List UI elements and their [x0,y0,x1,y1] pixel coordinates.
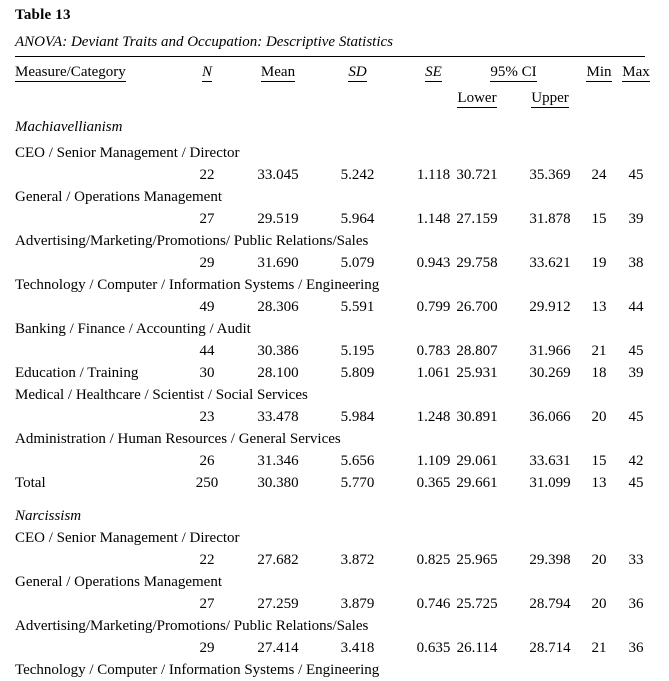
cell-lower: 25.725 [456,596,498,612]
table-top-rule [15,56,645,57]
row-label: Administration / Human Resources / General Services [15,431,341,447]
cell-mean: 33.045 [257,167,299,183]
cell-lower: 26.700 [456,299,498,315]
cell-sd: 3.872 [340,552,375,568]
row-label: General / Operations Management [15,574,223,590]
row-label: CEO / Senior Management / Director [15,145,240,161]
cell-n: 250 [195,475,219,491]
cell-mean: 30.380 [257,475,299,491]
cell-n: 27 [199,596,215,612]
cell-max: 36 [628,640,644,656]
cell-upper: 33.621 [529,255,571,271]
cell-sd: 5.195 [340,343,375,359]
cell-se: 1.148 [416,211,451,227]
cell-sd: 5.591 [340,299,375,315]
cell-mean: 27.414 [257,640,299,656]
cell-max: 44 [628,299,644,315]
cell-se: 0.635 [416,640,451,656]
cell-max: 39 [628,365,644,381]
cell-mean: 27.682 [257,552,299,568]
row-label: Total [15,475,46,491]
cell-min: 13 [591,475,607,491]
column-header-mean: Mean [260,64,296,80]
row-label: Banking / Finance / Accounting / Audit [15,321,251,337]
cell-upper: 29.398 [529,552,571,568]
section-title: Narcissism [15,508,82,524]
cell-min: 24 [591,167,607,183]
table-number-label: Table 13 [15,7,71,23]
cell-upper: 31.966 [529,343,571,359]
cell-max: 36 [628,596,644,612]
table-row [0,637,669,659]
column-header-n: N [201,64,212,80]
cell-n: 26 [199,453,215,469]
cell-n: 22 [199,167,215,183]
cell-n: 44 [199,343,215,359]
cell-mean: 28.306 [257,299,299,315]
cell-min: 19 [591,255,607,271]
column-header-max: Max [622,64,650,80]
cell-se: 0.365 [416,475,451,491]
table-row [0,593,669,615]
cell-se: 0.825 [416,552,451,568]
cell-max: 38 [628,255,644,271]
cell-lower: 29.661 [456,475,498,491]
cell-se: 1.248 [416,409,451,425]
cell-min: 21 [591,343,607,359]
cell-se: 1.118 [416,167,451,183]
cell-min: 15 [591,453,607,469]
cell-n: 29 [199,640,215,656]
cell-min: 20 [591,596,607,612]
cell-upper: 29.912 [529,299,571,315]
cell-max: 39 [628,211,644,227]
column-header-se: SE [425,64,442,80]
cell-lower: 27.159 [456,211,498,227]
row-label: Advertising/Marketing/Promotions/ Public Relations/Sales [15,618,369,634]
table-row [0,296,669,318]
cell-lower: 30.891 [456,409,498,425]
cell-mean: 27.259 [257,596,299,612]
cell-n: 30 [199,365,215,381]
cell-n: 29 [199,255,215,271]
cell-sd: 5.079 [340,255,375,271]
cell-sd: 5.984 [340,409,375,425]
cell-lower: 29.758 [456,255,498,271]
row-label: General / Operations Management [15,189,223,205]
cell-max: 45 [628,475,644,491]
row-label: Medical / Healthcare / Scientist / Social Services [15,387,308,403]
cell-min: 13 [591,299,607,315]
cell-lower: 30.721 [456,167,498,183]
row-label: Advertising/Marketing/Promotions/ Public Relations/Sales [15,233,369,249]
cell-se: 0.799 [416,299,451,315]
cell-min: 15 [591,211,607,227]
cell-lower: 26.114 [456,640,498,656]
table-row [0,472,669,494]
cell-mean: 33.478 [257,409,299,425]
cell-sd: 5.242 [340,167,375,183]
cell-mean: 31.346 [257,453,299,469]
section-title: Machiavellianism [15,119,123,135]
cell-lower: 28.807 [456,343,498,359]
cell-n: 22 [199,552,215,568]
row-label: Technology / Computer / Information Systems / Engineering [15,277,380,293]
cell-min: 20 [591,409,607,425]
cell-max: 45 [628,167,644,183]
cell-mean: 31.690 [257,255,299,271]
table-row [0,164,669,186]
cell-mean: 29.519 [257,211,299,227]
table-row [0,252,669,274]
cell-min: 21 [591,640,607,656]
cell-se: 1.109 [416,453,451,469]
cell-min: 18 [591,365,607,381]
cell-se: 0.746 [416,596,451,612]
cell-upper: 36.066 [529,409,571,425]
column-header-min: Min [586,64,612,80]
cell-n: 23 [199,409,215,425]
column-header-ci-lower: Lower [457,90,497,106]
cell-sd: 5.964 [340,211,375,227]
cell-sd: 3.879 [340,596,375,612]
table-row [0,362,669,384]
cell-se: 0.943 [416,255,451,271]
table-caption: ANOVA: Deviant Traits and Occupation: Descriptive Statistics [15,34,394,50]
cell-max: 45 [628,343,644,359]
table-header-row-secondary [0,90,669,112]
cell-lower: 25.931 [456,365,498,381]
table-row [0,340,669,362]
cell-upper: 28.714 [529,640,571,656]
table-row [0,208,669,230]
row-label: Technology / Computer / Information Systems / Engineering [15,662,380,678]
section-spacer [0,494,669,505]
column-header-measure-category: Measure/Category [15,64,126,80]
cell-mean: 28.100 [257,365,299,381]
cell-sd: 5.809 [340,365,375,381]
cell-max: 33 [628,552,644,568]
table-header-row-primary [0,64,669,86]
cell-sd: 5.770 [340,475,375,491]
column-header-ci-upper: Upper [531,90,569,106]
table-body [0,116,669,681]
cell-upper: 30.269 [529,365,571,381]
cell-sd: 3.418 [340,640,375,656]
cell-min: 20 [591,552,607,568]
cell-lower: 25.965 [456,552,498,568]
table-row [0,406,669,428]
cell-n: 49 [199,299,215,315]
cell-max: 42 [628,453,644,469]
cell-se: 0.783 [416,343,451,359]
cell-sd: 5.656 [340,453,375,469]
cell-se: 1.061 [416,365,451,381]
cell-upper: 33.631 [529,453,571,469]
cell-upper: 35.369 [529,167,571,183]
table-row [0,549,669,571]
cell-upper: 31.099 [529,475,571,491]
row-label: Education / Training [15,365,139,381]
column-header-ci-group: 95% CI [490,64,537,80]
cell-upper: 28.794 [529,596,571,612]
cell-upper: 31.878 [529,211,571,227]
row-label: CEO / Senior Management / Director [15,530,240,546]
cell-mean: 30.386 [257,343,299,359]
cell-lower: 29.061 [456,453,498,469]
cell-n: 27 [199,211,215,227]
table-row [0,450,669,472]
column-header-sd: SD [348,64,367,80]
cell-max: 45 [628,409,644,425]
